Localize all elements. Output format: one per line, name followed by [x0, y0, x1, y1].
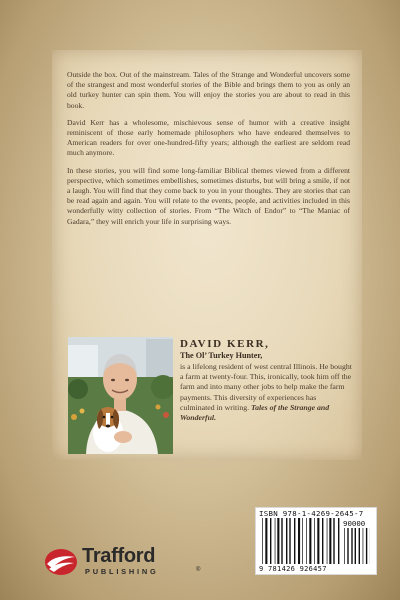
back-cover-blurb	[67, 70, 350, 234]
price-code: 90000	[343, 519, 366, 528]
blurb-paragraph: In these stories, you will find some long-familiar Biblical themes viewed from a different perspective, which sometimes embellishes, sometimes disturbs, but will bring a smile, if not a laugh. You will find that they come back to you in your thoughts. They are stories that can be read again and again. You will relate to the events, people, and activities included in this wonderfully witty collection of stories. From “The Witch of Endor” to “The Maniac of Gadara,” they will enrich your life in surprising ways.	[67, 165, 350, 226]
author-bio	[180, 338, 352, 423]
barcode-digits: 9 781426 926457	[259, 565, 327, 573]
registered-mark: ®	[196, 567, 201, 573]
blurb-paragraph: Outside the box. Out of the mainstream. Tales of the Strange and Wonderful uncovers some of the strangest and most wonderful stories of the Bible and brings them to you as only an old turkey hunter can spin them. You will enjoy the stories you are about to read in this book.	[67, 70, 350, 110]
publisher-logo	[44, 547, 204, 579]
publisher-name: Trafford	[82, 545, 156, 567]
author-subtitle: The Ol’ Turkey Hunter,	[180, 351, 263, 360]
book-title: Tales of the Strange and Wonderful.	[180, 402, 330, 423]
author-bio-text: is a lifelong resident of west central Illinois. He bought a farm at twenty-four. This, ironically, took him off the farm and into many other jobs to help make the farm payments. This diversity of experiences has culminated in writing. Tales of the Strange and Wonderful.	[180, 362, 352, 423]
addon-barcode-bars	[344, 528, 370, 564]
blurb-paragraph: David Kerr has a wholesome, mischievous sense of humor with a creative insight reminiscent of those early homemade philosophers who have endeared themselves to American readers for over one-hundred-fifty years; although the earliest are seldom read much anymore.	[67, 117, 350, 158]
author-photo	[68, 337, 173, 454]
author-name: DAVID KERR,	[180, 338, 270, 350]
barcode-bars	[262, 518, 340, 564]
trafford-swoosh-icon	[44, 548, 78, 576]
publisher-subtitle: PUBLISHING	[85, 567, 159, 576]
isbn-number: ISBN 978-1-4269-2645-7	[259, 509, 364, 518]
isbn-barcode	[255, 507, 377, 575]
